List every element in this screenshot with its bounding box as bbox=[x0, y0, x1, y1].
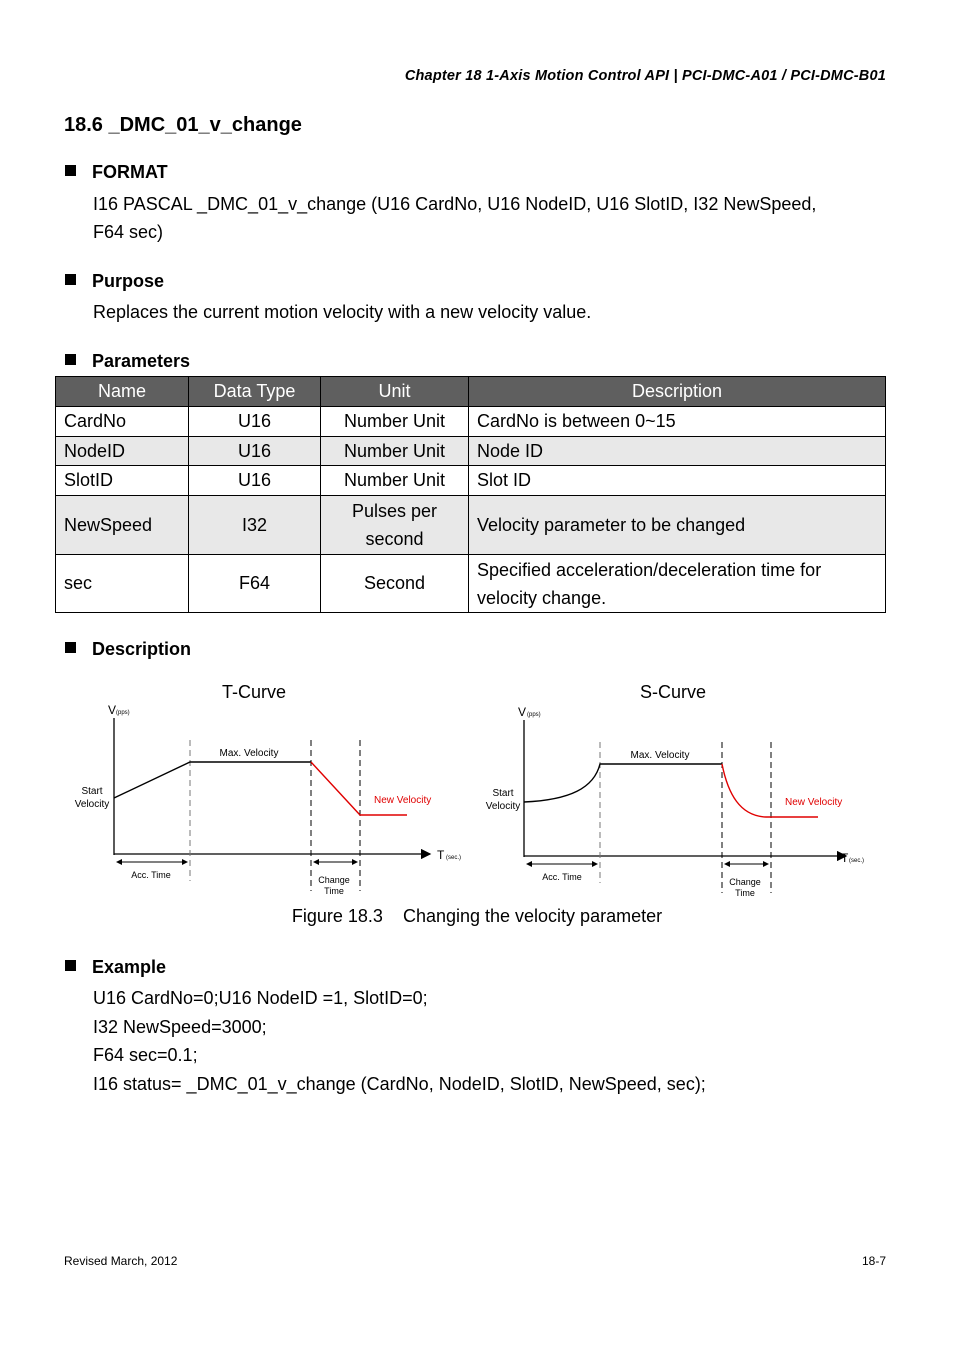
bullet-square-icon bbox=[65, 354, 76, 365]
column-header: Unit bbox=[321, 377, 469, 407]
param-name: NodeID bbox=[56, 437, 189, 466]
t-curve-title: T-Curve bbox=[221, 682, 287, 702]
change-time-label: Time bbox=[735, 888, 755, 898]
change-time-label: Change bbox=[318, 875, 350, 885]
table-row bbox=[56, 466, 886, 496]
s-curve-diagram bbox=[470, 676, 890, 901]
param-desc: Velocity parameter to be changed bbox=[469, 496, 886, 555]
example-line: F64 sec=0.1; bbox=[93, 1045, 198, 1065]
footer-page-number: 18-7 bbox=[861, 1254, 886, 1268]
example-line: U16 CardNo=0;U16 NodeID =1, SlotID=0; bbox=[93, 988, 428, 1008]
example-line: I32 NewSpeed=3000; bbox=[93, 1016, 267, 1037]
t-axis-unit: (sec.) bbox=[849, 858, 864, 864]
param-name: SlotID bbox=[56, 466, 189, 496]
s-curve-title: S-Curve bbox=[639, 682, 707, 702]
column-header: Name bbox=[56, 377, 189, 407]
new-velocity-label: New Velocity bbox=[785, 797, 843, 808]
param-unit: Number Unit bbox=[321, 437, 469, 466]
param-name: sec bbox=[56, 555, 189, 613]
param-unit: Second bbox=[321, 555, 469, 613]
param-desc: Node ID bbox=[469, 437, 886, 466]
param-type: U16 bbox=[189, 466, 321, 496]
v-axis-label: V bbox=[518, 705, 527, 719]
change-time-label: Change bbox=[729, 877, 761, 887]
start-velocity-label: Start bbox=[492, 788, 514, 799]
bullet-square-icon bbox=[65, 274, 76, 285]
parameters-table bbox=[55, 376, 886, 613]
v-axis-unit: (pps) bbox=[527, 712, 541, 718]
t-curve-diagram bbox=[60, 676, 480, 901]
format-heading: FORMAT bbox=[65, 162, 168, 183]
example-code bbox=[93, 984, 706, 1098]
max-velocity-label: Max. Velocity bbox=[630, 750, 690, 761]
v-axis-unit: (pps) bbox=[116, 710, 130, 716]
change-time-label: Time bbox=[324, 886, 344, 896]
velocity-curve bbox=[524, 764, 722, 802]
v-axis-label: V bbox=[108, 703, 117, 717]
t-axis-label: T bbox=[437, 848, 445, 862]
column-header: Data Type bbox=[189, 377, 321, 407]
param-desc: Slot ID bbox=[469, 466, 886, 496]
param-desc-line: Specified acceleration/deceleration time for bbox=[477, 559, 822, 580]
purpose-text: Replaces the current motion velocity with a new velocity value. bbox=[93, 302, 592, 322]
param-type: F64 bbox=[189, 555, 321, 613]
new-velocity-curve bbox=[311, 762, 407, 815]
description-heading: Description bbox=[65, 639, 191, 660]
table-row bbox=[56, 496, 886, 555]
column-header: Description bbox=[469, 377, 886, 407]
format-line: I16 PASCAL _DMC_01_v_change (U16 CardNo, U16 NodeID, U16 SlotID, I32 NewSpeed, bbox=[93, 194, 817, 214]
format-text bbox=[93, 190, 816, 246]
param-unit-line: second bbox=[365, 529, 424, 549]
velocity-curve bbox=[114, 762, 311, 798]
section-title: 18.6 _DMC_01_v_change bbox=[64, 114, 302, 136]
param-desc bbox=[469, 555, 886, 613]
start-velocity-label: Velocity bbox=[74, 799, 110, 810]
param-name: NewSpeed bbox=[56, 496, 189, 555]
param-desc: CardNo is between 0~15 bbox=[469, 407, 886, 437]
new-velocity-label: New Velocity bbox=[374, 795, 432, 806]
table-row bbox=[56, 555, 886, 613]
param-unit bbox=[321, 496, 469, 555]
param-unit: Number Unit bbox=[321, 466, 469, 496]
param-name: CardNo bbox=[56, 407, 189, 437]
param-type: I32 bbox=[189, 496, 321, 555]
example-line: I16 status= _DMC_01_v_change (CardNo, NodeID, SlotID, NewSpeed, sec); bbox=[93, 1073, 706, 1094]
table-row bbox=[56, 407, 886, 437]
bullet-square-icon bbox=[65, 165, 76, 176]
acc-time-label: Acc. Time bbox=[542, 872, 582, 882]
figure-caption: Figure 18.3 Changing the velocity parameter bbox=[291, 906, 663, 926]
param-unit: Number Unit bbox=[321, 407, 469, 437]
param-unit-line: Pulses per bbox=[351, 501, 438, 521]
max-velocity-label: Max. Velocity bbox=[219, 748, 279, 759]
footer-revised: Revised March, 2012 bbox=[64, 1254, 178, 1268]
table-row bbox=[56, 437, 886, 466]
acc-time-label: Acc. Time bbox=[131, 870, 171, 880]
page-header: Chapter 18 1-Axis Motion Control API | PCI-DMC-A01 / PCI-DMC-B01 bbox=[404, 68, 886, 84]
parameters-heading: Parameters bbox=[65, 351, 190, 372]
param-desc-line: velocity change. bbox=[477, 587, 607, 608]
table-header-row bbox=[56, 377, 886, 407]
bullet-square-icon bbox=[65, 960, 76, 971]
purpose-heading: Purpose bbox=[65, 271, 164, 292]
t-axis-unit: (sec.) bbox=[446, 855, 461, 861]
new-velocity-curve bbox=[722, 764, 818, 817]
param-type: U16 bbox=[189, 437, 321, 466]
t-axis-label: T bbox=[841, 851, 849, 865]
start-velocity-label: Start bbox=[81, 786, 103, 797]
bullet-square-icon bbox=[65, 642, 76, 653]
example-heading: Example bbox=[65, 957, 166, 978]
start-velocity-label: Velocity bbox=[485, 801, 521, 812]
format-line: F64 sec) bbox=[93, 222, 164, 242]
param-type: U16 bbox=[189, 407, 321, 437]
